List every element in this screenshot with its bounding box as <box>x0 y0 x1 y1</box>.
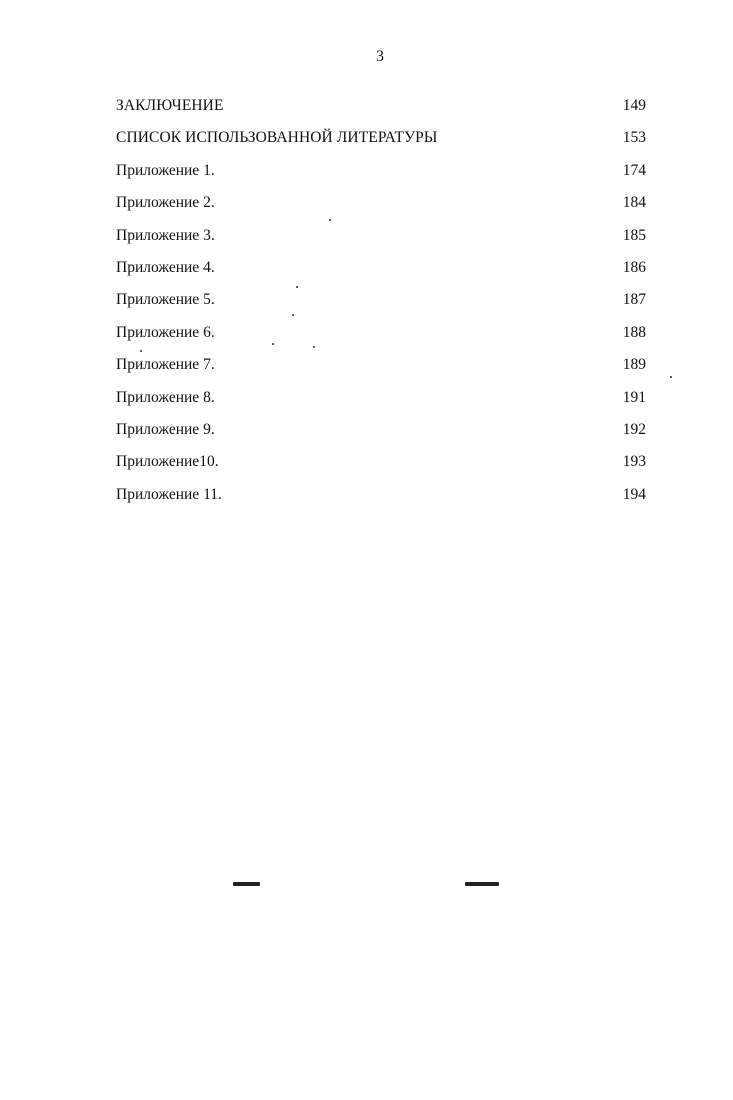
table-of-contents <box>116 90 646 511</box>
scan-speck <box>292 314 294 316</box>
toc-entry-page: 194 <box>622 485 646 503</box>
toc-entry[interactable] <box>116 349 646 381</box>
toc-entry[interactable] <box>116 187 646 219</box>
toc-entry-page: 174 <box>622 161 646 179</box>
toc-entry-page: 189 <box>622 356 646 374</box>
scan-speck <box>140 350 142 352</box>
toc-entry-label: Приложение 9. <box>116 421 218 438</box>
scan-speck <box>296 286 298 288</box>
scan-speck <box>313 346 315 348</box>
toc-entry-label: Приложение 3. <box>116 227 218 244</box>
page-number: 3 <box>376 48 384 65</box>
toc-entry-page: 188 <box>622 323 646 341</box>
toc-entry-label: СПИСОК ИСПОЛЬЗОВАННОЙ ЛИТЕРАТУРЫ <box>116 129 441 146</box>
toc-entry-page: 153 <box>622 129 646 147</box>
toc-entry-page: 187 <box>622 291 646 309</box>
toc-entry-label: Приложение 11. <box>116 486 225 503</box>
toc-entry-label: Приложение 7. <box>116 356 218 373</box>
scan-speck <box>272 343 274 345</box>
toc-entry[interactable] <box>116 284 646 316</box>
toc-entry[interactable] <box>116 122 646 154</box>
toc-entry[interactable] <box>116 90 646 122</box>
toc-entry-page: 192 <box>622 420 646 438</box>
toc-entry-page: 193 <box>622 453 646 471</box>
toc-entry-label: ЗАКЛЮЧЕНИЕ <box>116 97 227 114</box>
toc-entry-page: 184 <box>622 194 646 212</box>
scan-speck <box>329 219 331 221</box>
toc-entry[interactable] <box>116 382 646 414</box>
toc-entry-label: Приложение 5. <box>116 291 218 308</box>
toc-entry-page: 185 <box>622 226 646 244</box>
toc-entry-label: Приложение 6. <box>116 324 218 341</box>
toc-entry[interactable] <box>116 252 646 284</box>
toc-entry[interactable] <box>116 446 646 478</box>
toc-entry-page: 191 <box>622 388 646 406</box>
scan-mark <box>465 882 499 886</box>
toc-entry-page: 149 <box>622 97 646 114</box>
toc-entry-label: Приложение 2. <box>116 194 218 211</box>
toc-entry-label: Приложение 8. <box>116 389 218 406</box>
toc-entry[interactable] <box>116 317 646 349</box>
toc-entry-label: Приложение10. <box>116 453 222 470</box>
toc-entry[interactable] <box>116 479 646 511</box>
toc-entry-page: 186 <box>622 258 646 276</box>
toc-entry[interactable] <box>116 155 646 187</box>
toc-entry-label: Приложение 1. <box>116 162 218 179</box>
scan-mark <box>233 882 260 886</box>
toc-entry-label: Приложение 4. <box>116 259 218 276</box>
toc-entry[interactable] <box>116 220 646 252</box>
scan-speck <box>670 376 672 378</box>
toc-entry[interactable] <box>116 414 646 446</box>
